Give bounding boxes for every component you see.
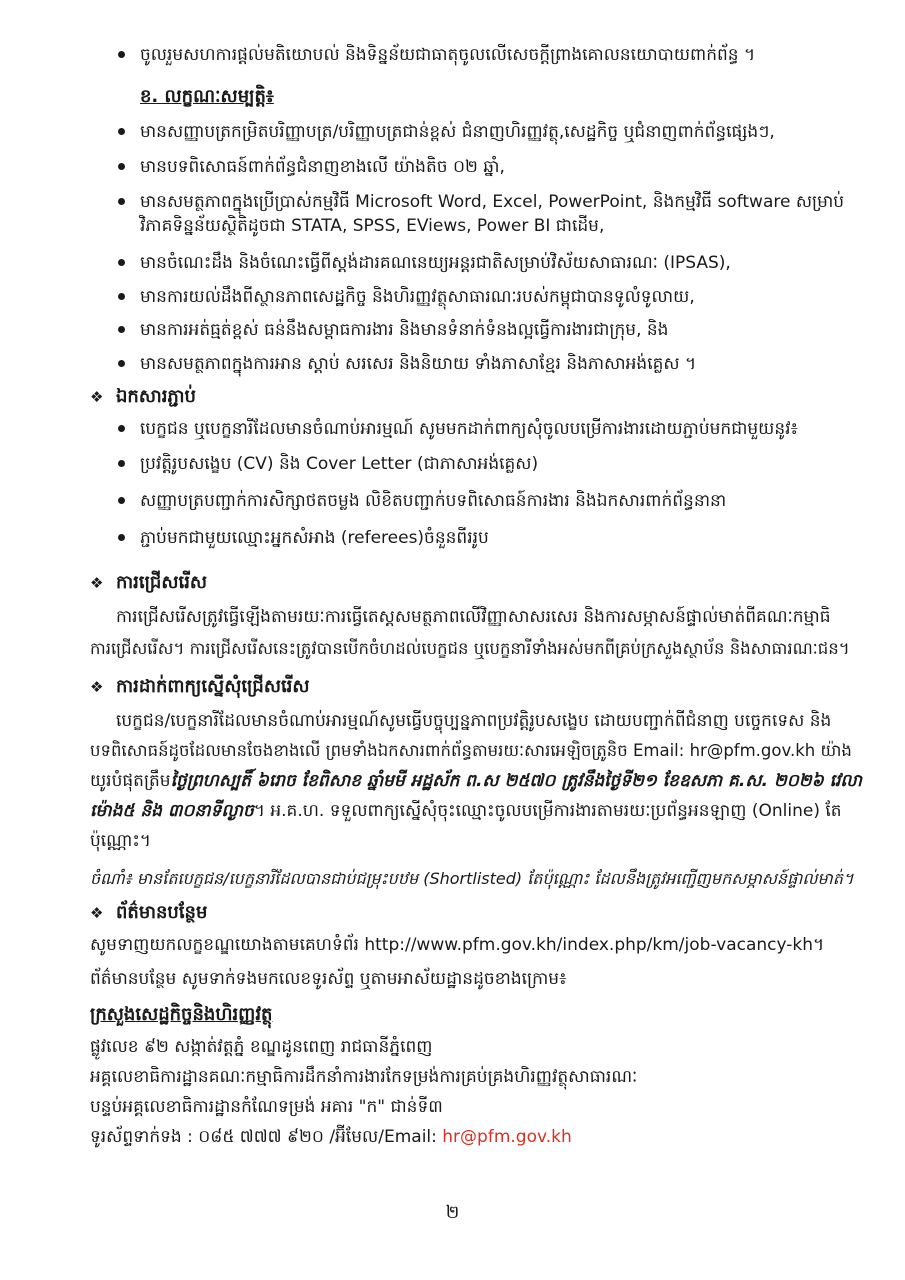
qualification-item: មានសញ្ញាបត្រកម្រិតបរិញ្ញាបត្រ/បរិញ្ញាបត្រជាន់ខ្ពស់ ជំនាញហិរញ្ញវត្ថុ,សេដ្ឋកិច្ច ឬជំនាញពាក់ព័ន្ធផ្សេងៗ,: [140, 122, 775, 142]
more-info-text: សូមទាញយកលក្ខខណ្ឌយោងតាមគេហទំព័រ http://www.pfm.gov.kh/index.php/km/job-vacancy-kh។: [90, 935, 825, 955]
bullet-marker: [118, 497, 125, 504]
bullet-marker: [118, 460, 125, 467]
application-text-rest: ។ អ.គ.ហ. ទទួលពាក្យស្នើសុំចុះឈ្មោះចូលបម្រើការងារតាមរយៈប្រព័ន្ធអនឡាញ (Online) តែ: [253, 801, 842, 821]
bullet-marker: [118, 163, 125, 170]
attachment-item: បេក្ខជន ឬបេក្ខនារីដែលមានចំណាប់អារម្មណ៍ សូមមកដាក់ពាក្យសុំចូលបម្រើការងារដោយភ្ជាប់មកជាមួយនូវ៖: [140, 419, 799, 439]
bullet-marker: [118, 293, 125, 300]
phone-text: ទូរស័ព្ទទាក់ទង : ០៨៥ ៧៧៧ ៩២០ /អ៊ីមែល/Email:: [90, 1127, 443, 1147]
application-text-start: យូរបំផុតត្រឹម: [90, 771, 171, 791]
bullet-marker: [118, 128, 125, 135]
bullet-marker: [118, 198, 125, 205]
bullet-marker: [118, 425, 125, 432]
application-text: បទពិសោធន៍ដូចដែលមានចែងខាងលើ ព្រមទាំងឯកសារពាក់ព័ន្ធតាមរយៈសារអេឡិចត្រូនិច Email: hr@pfm.gov.kh យ៉ាង: [90, 741, 852, 760]
application-text: ប៉ុណ្ណោះ។: [90, 831, 152, 851]
address-line: អគ្គលេខាធិការដ្ឋានគណៈកម្មាធិការដឹកនាំការងារកែទម្រង់ការគ្រប់គ្រងហិរញ្ញវត្ថុសាធារណៈ: [90, 1067, 638, 1087]
attachment-item: សញ្ញាបត្របញ្ជាក់ការសិក្សាថតចម្លង លិខិតបញ្ជាក់បទពិសោធន៍ការងារ និងឯកសារពាក់ព័ន្ធនានា: [140, 491, 727, 511]
application-heading: ការដាក់ពាក្យស្នើសុំជ្រើសរើស: [116, 676, 310, 697]
deadline-time: ម៉ោង៥ និង ៣០នាទីល្ងាច: [90, 801, 254, 821]
more-info-text: ព័ត៌មានបន្ថែម សូមទាក់ទងមកលេខទូរស័ព្ទ ឬតាមអាស័យដ្ឋានដូចខាងក្រោម៖: [90, 969, 567, 989]
ministry-name: ក្រសួងសេដ្ឋកិច្ចនិងហិរញ្ញវត្ថុ: [90, 1004, 273, 1025]
qualification-item: មានបទពិសោធន៍ពាក់ព័ន្ធជំនាញខាងលើ យ៉ាងតិច ០២ ឆ្នាំ,: [140, 157, 505, 177]
more-info-heading: ព័ត៌មានបន្ថែម: [116, 902, 208, 923]
application-text: បេក្ខជន/បេក្ខនារីដែលមានចំណាប់អារម្មណ៍សូមធ្វើបច្ចុប្បន្នភាពប្រវត្តិរូបសង្ខេប ដោយបញ្ជាក់ពីជំនាញ បច្ចេកទេស និង: [116, 711, 832, 731]
qualifications-heading: ខ. លក្ខណៈសម្បត្តិ៖: [140, 86, 274, 107]
attachments-heading: ឯកសារភ្ជាប់: [116, 386, 196, 407]
duty-item: ចូលរួមសហការផ្ដល់មតិយោបល់ និងទិន្នន័យជាធាតុចូលលើសេចក្ដីព្រាងគោលនយោបាយពាក់ព័ន្ធ ។: [140, 45, 756, 65]
bullet-marker: [118, 51, 125, 58]
deadline-text: ថ្ងៃព្រហស្បតិ៍ ៦រោច ខែពិសាខ ឆ្នាំមមី អដ្ឋស័ក ព.ស ២៥៧០ ត្រូវនឹងថ្ងៃទី២១ ខែឧសភា គ.ស. ២០២៦ វេលា: [170, 771, 862, 791]
qualification-item: មានចំណេះដឹង និងចំណេះធ្វើពីស្តង់ដារគណនេយ្យអន្តរជាតិសម្រាប់វិស័យសាធារណៈ (IPSAS),: [140, 253, 731, 273]
diamond-bullet-icon: ❖: [90, 678, 104, 696]
page-number: ២: [445, 1202, 460, 1223]
bullet-marker: [118, 360, 125, 367]
bullet-marker: [118, 326, 125, 333]
diamond-bullet-icon: ❖: [90, 574, 104, 592]
contact-line: [90, 1126, 572, 1148]
address-line: ផ្លូវលេខ ៩២ សង្កាត់វត្តភ្នំ ខណ្ឌដូនពេញ រាជធានីភ្នំពេញ: [90, 1037, 433, 1057]
diamond-bullet-icon: ❖: [90, 388, 104, 406]
qualification-item: មានសមត្ថភាពក្នុងការអាន ស្ដាប់ សរសេរ និងនិយាយ ទាំងភាសាខ្មែរ និងភាសាអង់គ្លេស ។: [140, 354, 697, 374]
selection-text: ការជ្រើសរើសត្រូវធ្វើឡើងតាមរយៈការធ្វើតេស្តសមត្ថភាពលើវិញ្ញាសាសរសេរ និងការសម្ភាសន៍ផ្ទាល់មាត់ពីគណៈកម្មាធិ: [116, 607, 831, 627]
qualification-item: មានការអត់ធ្មត់ខ្ពស់ ធន់នឹងសម្ពាធការងារ និងមានទំនាក់ទំនងល្អធ្វើការងារជាក្រុម, និង: [140, 320, 669, 340]
qualification-item-continued: វិភាគទិន្នន័យស្ថិតិដូចជា STATA, SPSS, EViews, Power BI ជាដើម,: [140, 216, 605, 236]
email-link[interactable]: hr@pfm.gov.kh: [442, 1127, 572, 1147]
shortlist-note: ចំណាំ៖ មានតែបេក្ខជន/បេក្ខនារីដែលបានជាប់ជម្រុះបឋម (Shortlisted) តែប៉ុណ្ណោះ ដែលនឹងត្រូវអញ្ជើញមកសម្ភាសន៍ផ្ទាល់មាត់។: [90, 869, 854, 888]
diamond-bullet-icon: ❖: [90, 904, 104, 922]
application-text: [90, 800, 842, 822]
qualification-item: មានការយល់ដឹងពីស្ថានភាពសេដ្ឋកិច្ច និងហិរញ្ញវត្ថុសាធារណៈរបស់កម្ពុជាបានទូលំទូលាយ,: [140, 287, 695, 307]
attachment-item: ប្រវត្តិរូបសង្ខេប (CV) និង Cover Letter (ជាភាសាអង់គ្លេស): [140, 454, 539, 474]
selection-text: ការជ្រើសរើស។ ការជ្រើសរើសនេះត្រូវបានបើកចំហដល់បេក្ខជន ឬបេក្ខនារីទាំងអស់មកពីគ្រប់ក្រសួងស្ថាប័ន និងសាធារណៈជន។: [90, 639, 850, 658]
address-line: បន្ទប់អគ្គលេខាធិការដ្ឋានកំណែទម្រង់ អគារ "ក" ជាន់ទី៣: [90, 1097, 443, 1117]
bullet-marker: [118, 534, 125, 541]
attachment-item: ភ្ជាប់មកជាមួយឈ្មោះអ្នកសំអាង (referees)ចំនួនពីររូប: [140, 528, 489, 548]
selection-heading: ការជ្រើសរើស: [116, 572, 208, 593]
qualification-item: មានសមត្ថភាពក្នុងប្រើប្រាស់កម្មវិធី Microsoft Word, Excel, PowerPoint, និងកម្មវិធី software សម្រាប់: [140, 192, 845, 212]
bullet-marker: [118, 259, 125, 266]
application-text: [90, 770, 862, 792]
